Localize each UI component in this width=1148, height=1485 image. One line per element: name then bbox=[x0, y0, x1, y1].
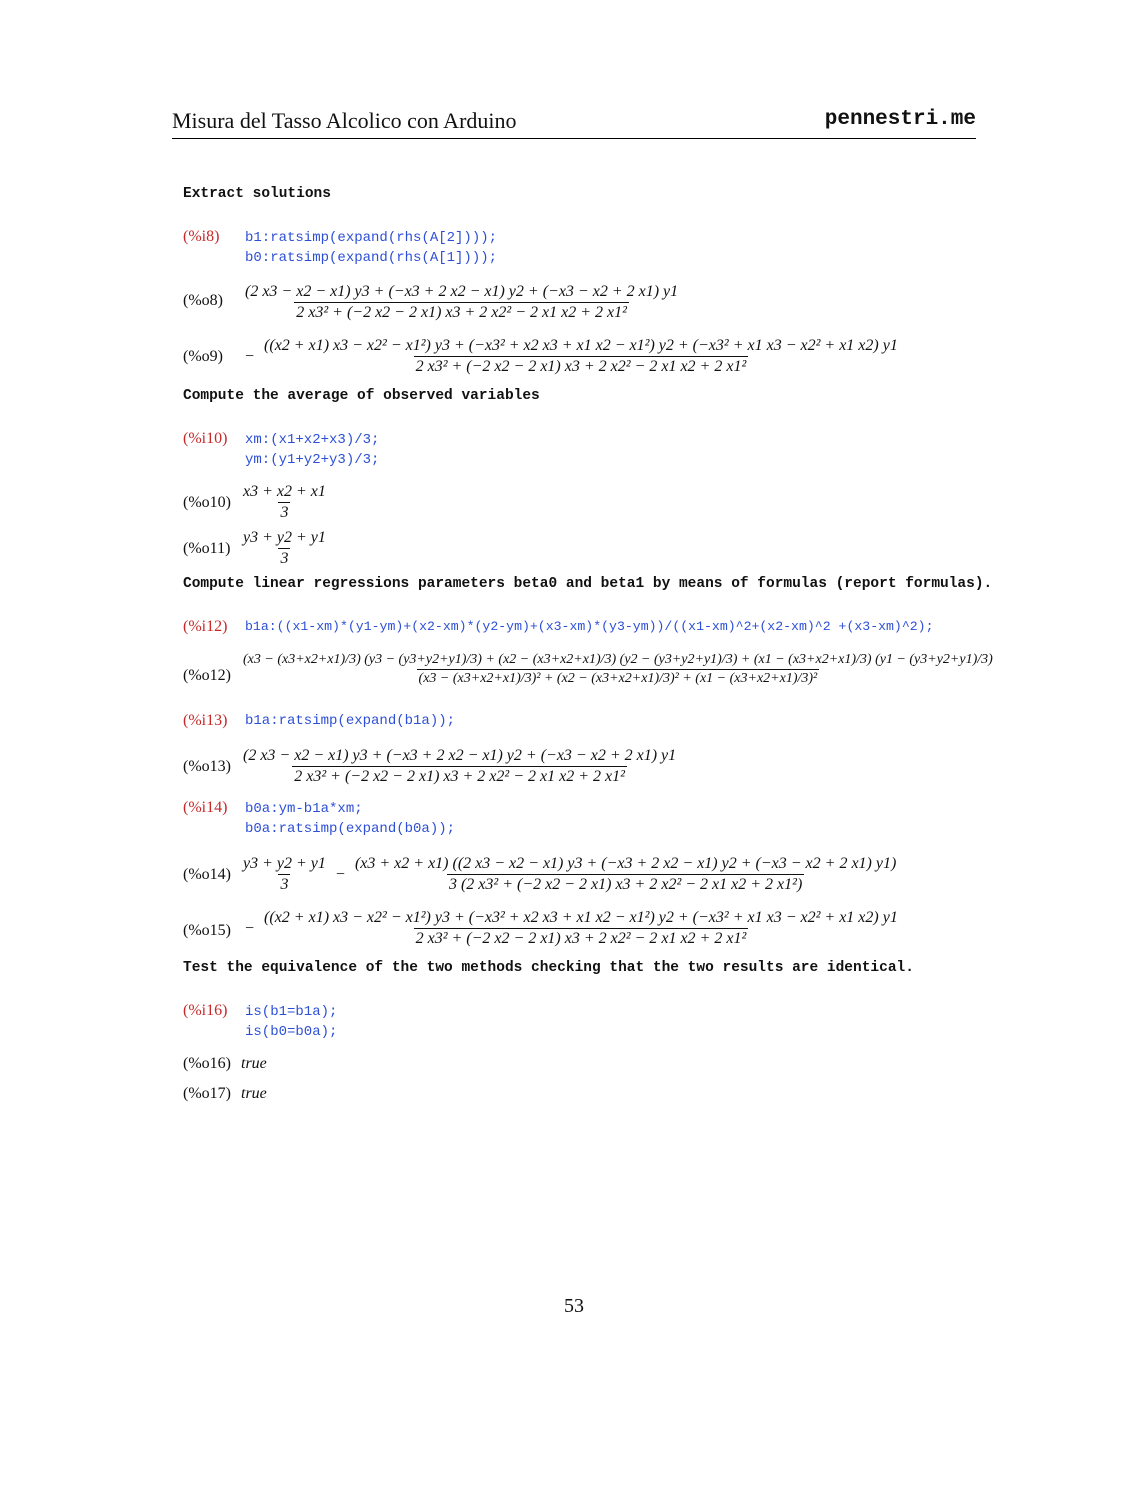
numerator: y3 + y2 + y1 bbox=[243, 855, 326, 872]
denominator: 2 x3² + (−2 x2 − 2 x1) x3 + 2 x2² − 2 x1 x2 + 2 x1² bbox=[294, 768, 625, 785]
code-line: b1:ratsimp(expand(rhs(A[2]))); bbox=[245, 230, 498, 246]
denominator: 2 x3² + (−2 x2 − 2 x1) x3 + 2 x2² − 2 x1 x2 + 2 x1² bbox=[296, 304, 627, 321]
output-o12 bbox=[241, 652, 995, 687]
output-label-o14: (%o14) bbox=[183, 866, 231, 883]
output-label-o17: (%o17) bbox=[183, 1085, 231, 1102]
numerator: (x3 + x2 + x1) ((2 x3 − x2 − x1) y3 + (−x3 + 2 x2 − x1) y2 + (−x3 − x2 + 2 x1) y1) bbox=[354, 855, 897, 872]
code-line: ym:(y1+y2+y3)/3; bbox=[245, 452, 380, 468]
input-label-i8: (%i8) bbox=[183, 228, 220, 245]
denominator: 3 bbox=[280, 550, 289, 567]
numerator: (x3 − (x3+x2+x1)/3) (y3 − (y3+y2+y1)/3) + (x2 − (x3+x2+x1)/3) (y2 − (y3+y2+y1)/3) + (x1 − (x3+x2+x1)/3) (y1 − (y3+y2+y1)/3) bbox=[243, 652, 993, 667]
note-average: Compute the average of observed variables bbox=[183, 388, 540, 404]
input-label-i10: (%i10) bbox=[183, 430, 228, 447]
fraction bbox=[262, 337, 900, 376]
page-header bbox=[172, 106, 976, 139]
output-label-o11: (%o11) bbox=[183, 540, 231, 557]
numerator: x3 + x2 + x1 bbox=[243, 483, 326, 500]
minus-sign: − bbox=[245, 347, 255, 365]
denominator: 3 bbox=[280, 504, 289, 521]
input-cell-i13[interactable] bbox=[245, 711, 455, 731]
site-name: pennestri.me bbox=[824, 108, 976, 131]
numerator: ((x2 + x1) x3 − x2² − x1²) y3 + (−x3² + x2 x3 + x1 x2 − x1²) y2 + (−x3² + x1 x3 − x2² + x1 x2) y1 bbox=[264, 909, 898, 926]
note-regression: Compute linear regressions parameters beta0 and beta1 by means of formulas (report formulas). bbox=[183, 576, 993, 592]
note-test: Test the equivalence of the two methods checking that the two results are identical. bbox=[183, 960, 914, 976]
output-o16: true bbox=[241, 1055, 267, 1072]
document-title: Misura del Tasso Alcolico con Arduino bbox=[172, 108, 517, 133]
output-label-o12: (%o12) bbox=[183, 667, 231, 684]
code-line: b0:ratsimp(expand(rhs(A[1]))); bbox=[245, 250, 498, 266]
input-label-i13: (%i13) bbox=[183, 712, 228, 729]
denominator: 2 x3² + (−2 x2 − 2 x1) x3 + 2 x2² − 2 x1 x2 + 2 x1² bbox=[415, 930, 747, 947]
input-cell-i10[interactable] bbox=[245, 430, 379, 470]
code-line: b1a:ratsimp(expand(b1a)); bbox=[245, 713, 456, 729]
input-cell-i16[interactable] bbox=[245, 1002, 337, 1042]
output-o8 bbox=[243, 283, 680, 322]
code-line: b1a:((x1-xm)*(y1-ym)+(x2-xm)*(y2-ym)+(x3-xm)*(y3-ym))/((x1-xm)^2+(x2-xm)^2 +(x3-xm)^2); bbox=[245, 619, 934, 634]
code-line: b0a:ratsimp(expand(b0a)); bbox=[245, 821, 456, 837]
fraction bbox=[241, 855, 328, 894]
output-label-o16: (%o16) bbox=[183, 1055, 231, 1072]
code-line: is(b1=b1a); bbox=[245, 1004, 338, 1020]
code-line: is(b0=b0a); bbox=[245, 1024, 338, 1040]
input-label-i14: (%i14) bbox=[183, 799, 228, 816]
note-extract: Extract solutions bbox=[183, 186, 331, 202]
fraction bbox=[241, 483, 328, 522]
numerator: (2 x3 − x2 − x1) y3 + (−x3 + 2 x2 − x1) y2 + (−x3 − x2 + 2 x1) y1 bbox=[243, 747, 677, 764]
output-o10 bbox=[241, 483, 328, 522]
fraction bbox=[241, 529, 328, 568]
minus-sign: − bbox=[335, 865, 345, 883]
code-line: xm:(x1+x2+x3)/3; bbox=[245, 432, 380, 448]
numerator: ((x2 + x1) x3 − x2² − x1²) y3 + (−x3² + x2 x3 + x1 x2 − x1²) y2 + (−x3² + x1 x3 − x2² + x1 x2) y1 bbox=[264, 337, 898, 354]
code-line: b0a:ym-b1a*xm; bbox=[245, 801, 363, 817]
output-o17: true bbox=[241, 1085, 267, 1102]
input-label-i16: (%i16) bbox=[183, 1002, 228, 1019]
fraction bbox=[241, 652, 995, 687]
denominator: 2 x3² + (−2 x2 − 2 x1) x3 + 2 x2² − 2 x1 x2 + 2 x1² bbox=[415, 358, 747, 375]
numerator: (2 x3 − x2 − x1) y3 + (−x3 + 2 x2 − x1) y2 + (−x3 − x2 + 2 x1) y1 bbox=[245, 283, 679, 300]
denominator: 3 bbox=[280, 876, 289, 893]
output-label-o9: (%o9) bbox=[183, 348, 223, 365]
output-o15 bbox=[245, 909, 900, 948]
denominator: 3 (2 x3² + (−2 x2 − 2 x1) x3 + 2 x2² − 2 x1 x2 + 2 x1²) bbox=[448, 876, 803, 893]
fraction bbox=[241, 747, 678, 786]
denominator: (x3 − (x3+x2+x1)/3)² + (x2 − (x3+x2+x1)/3)² + (x1 − (x3+x2+x1)/3)² bbox=[418, 671, 818, 686]
input-cell-i14[interactable] bbox=[245, 799, 455, 839]
output-o14 bbox=[241, 855, 898, 894]
output-o9 bbox=[245, 337, 900, 376]
output-label-o10: (%o10) bbox=[183, 494, 231, 511]
fraction bbox=[353, 855, 898, 894]
numerator: y3 + y2 + y1 bbox=[243, 529, 326, 546]
fraction bbox=[243, 283, 680, 322]
minus-sign: − bbox=[245, 919, 255, 937]
output-o13 bbox=[241, 747, 678, 786]
fraction bbox=[262, 909, 900, 948]
input-label-i12: (%i12) bbox=[183, 618, 228, 635]
output-label-o8: (%o8) bbox=[183, 292, 223, 309]
output-label-o13: (%o13) bbox=[183, 758, 231, 775]
input-cell-i12[interactable] bbox=[245, 617, 934, 637]
output-label-o15: (%o15) bbox=[183, 922, 231, 939]
page-number: 53 bbox=[564, 1295, 584, 1317]
input-cell-i8[interactable] bbox=[245, 228, 497, 268]
output-o11 bbox=[241, 529, 328, 568]
